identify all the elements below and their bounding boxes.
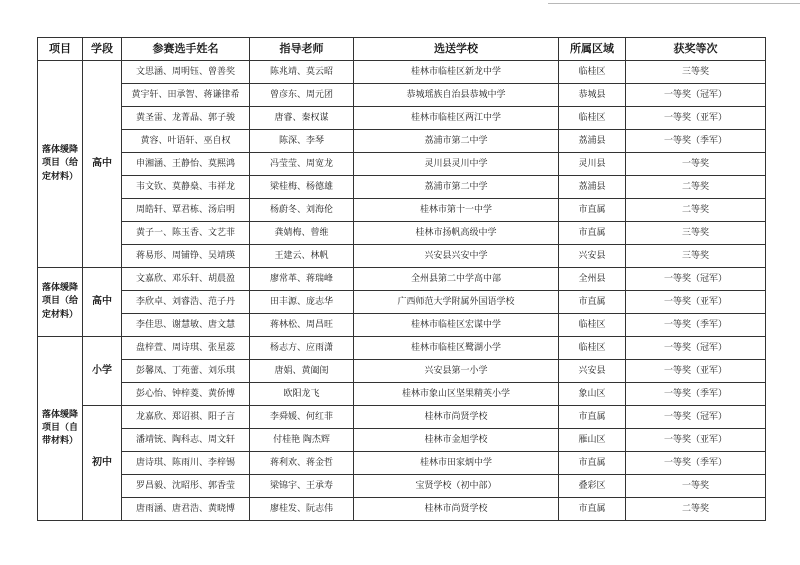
project-cell: 落体缓降项目（给定材料） <box>38 61 83 268</box>
award-cell: 一等奖（亚军） <box>626 107 766 130</box>
teachers-cell: 陈兆靖、莫云昭 <box>250 61 354 84</box>
award-cell: 二等奖 <box>626 498 766 521</box>
school-cell: 桂林市扬帆高级中学 <box>354 222 559 245</box>
school-cell: 桂林市临桂区宏谋中学 <box>354 314 559 337</box>
table-row <box>38 199 766 222</box>
award-cell: 一等奖（季军） <box>626 452 766 475</box>
students-cell: 彭馨凤、丁苑蕾、刘乐琪 <box>122 360 250 383</box>
region-cell: 市直属 <box>559 199 626 222</box>
region-cell: 临桂区 <box>559 61 626 84</box>
region-cell: 恭城县 <box>559 84 626 107</box>
project-cell: 落体缓降项目（给定材料） <box>38 268 83 337</box>
students-cell: 罗昌毅、沈昭彤、郭香莹 <box>122 475 250 498</box>
school-cell: 灵川县灵川中学 <box>354 153 559 176</box>
teachers-cell: 欧阳龙飞 <box>250 383 354 406</box>
table-row <box>38 176 766 199</box>
table-header-row <box>38 38 766 61</box>
region-cell: 荔浦县 <box>559 176 626 199</box>
stage-cell: 初中 <box>83 406 122 521</box>
award-cell: 一等奖（冠军） <box>626 406 766 429</box>
award-cell: 一等奖（冠军） <box>626 337 766 360</box>
award-cell: 三等奖 <box>626 245 766 268</box>
teachers-cell: 梁锦宇、王承寿 <box>250 475 354 498</box>
school-cell: 桂林市临桂区新龙中学 <box>354 61 559 84</box>
teachers-cell: 王建云、林帆 <box>250 245 354 268</box>
teachers-cell: 冯莹莹、周宽龙 <box>250 153 354 176</box>
award-cell: 三等奖 <box>626 61 766 84</box>
teachers-cell: 蒋林松、周昌旺 <box>250 314 354 337</box>
students-cell: 周皓轩、覃君栋、汤启明 <box>122 199 250 222</box>
award-cell: 一等奖（冠军） <box>626 268 766 291</box>
header-award: 获奖等次 <box>626 38 766 61</box>
school-cell: 兴安县第一小学 <box>354 360 559 383</box>
students-cell: 李欣卓、刘睿浩、范子丹 <box>122 291 250 314</box>
region-cell: 叠彩区 <box>559 475 626 498</box>
teachers-cell: 杨志方、应雨潇 <box>250 337 354 360</box>
school-cell: 桂林市金旭学校 <box>354 429 559 452</box>
region-cell: 市直属 <box>559 452 626 475</box>
region-cell: 市直属 <box>559 222 626 245</box>
teachers-cell: 田丰源、庞志华 <box>250 291 354 314</box>
students-cell: 蒋易形、周铺铮、吴靖瑛 <box>122 245 250 268</box>
header-project: 项目 <box>38 38 83 61</box>
award-cell: 三等奖 <box>626 222 766 245</box>
stage-cell: 高中 <box>83 268 122 337</box>
region-cell: 雁山区 <box>559 429 626 452</box>
teachers-cell: 陈深、李琴 <box>250 130 354 153</box>
students-cell: 唐诗琪、陈雨川、李梓锡 <box>122 452 250 475</box>
region-cell: 临桂区 <box>559 337 626 360</box>
table-row <box>38 84 766 107</box>
table-row <box>38 452 766 475</box>
header-region: 所属区域 <box>559 38 626 61</box>
header-students: 参赛选手姓名 <box>122 38 250 61</box>
students-cell: 唐雨涵、唐君浩、黄晓博 <box>122 498 250 521</box>
students-cell: 盘梓萱、周诗琪、张星蕊 <box>122 337 250 360</box>
table-row <box>38 337 766 360</box>
award-cell: 一等奖（季军） <box>626 314 766 337</box>
region-cell: 临桂区 <box>559 314 626 337</box>
region-cell: 灵川县 <box>559 153 626 176</box>
students-cell: 黄容、叶语轩、巫自权 <box>122 130 250 153</box>
region-cell: 市直属 <box>559 498 626 521</box>
region-cell: 荔浦县 <box>559 130 626 153</box>
school-cell: 桂林市田家炳中学 <box>354 452 559 475</box>
students-cell: 李佳思、谢慧敏、唐文慧 <box>122 314 250 337</box>
school-cell: 广西师范大学附属外国语学校 <box>354 291 559 314</box>
header-teachers: 指导老师 <box>250 38 354 61</box>
students-cell: 申湘涵、王静怡、莫熙鸿 <box>122 153 250 176</box>
teachers-cell: 廖桂发、阮志伟 <box>250 498 354 521</box>
teachers-cell: 廖常革、蒋瑞峰 <box>250 268 354 291</box>
school-cell: 桂林市尚贤学校 <box>354 498 559 521</box>
header-stage: 学段 <box>83 38 122 61</box>
students-cell: 黄圣雷、龙菁晶、郭子骏 <box>122 107 250 130</box>
teachers-cell: 唐娟、黄阖闺 <box>250 360 354 383</box>
teachers-cell: 梁桂梅、杨德雄 <box>250 176 354 199</box>
teachers-cell: 龚婧梅、曾维 <box>250 222 354 245</box>
table-row <box>38 107 766 130</box>
students-cell: 文嘉欣、邓乐轩、胡晨盈 <box>122 268 250 291</box>
stage-cell: 小学 <box>83 337 122 406</box>
award-cell: 一等奖（冠军） <box>626 84 766 107</box>
school-cell: 桂林市尚贤学校 <box>354 406 559 429</box>
region-cell: 临桂区 <box>559 107 626 130</box>
table-row <box>38 429 766 452</box>
table-row <box>38 245 766 268</box>
table-row <box>38 383 766 406</box>
school-cell: 全州县第二中学高中部 <box>354 268 559 291</box>
teachers-cell: 李舜媛、何红菲 <box>250 406 354 429</box>
table-row <box>38 475 766 498</box>
students-cell: 彭心怡、钟梓菱、黄侨博 <box>122 383 250 406</box>
award-cell: 一等奖 <box>626 475 766 498</box>
region-cell: 兴安县 <box>559 360 626 383</box>
table-row <box>38 360 766 383</box>
award-cell: 一等奖 <box>626 153 766 176</box>
students-cell: 文思涵、周明钰、曾善奖 <box>122 61 250 84</box>
table-row <box>38 222 766 245</box>
table-row <box>38 61 766 84</box>
students-cell: 龙嘉欣、郑诏祺、阳子言 <box>122 406 250 429</box>
table-row <box>38 153 766 176</box>
school-cell: 兴安县兴安中学 <box>354 245 559 268</box>
award-cell: 一等奖（亚军） <box>626 429 766 452</box>
school-cell: 桂林市第十一中学 <box>354 199 559 222</box>
teachers-cell: 付桂艳 陶杰辉 <box>250 429 354 452</box>
award-results-table <box>37 37 766 521</box>
table-row <box>38 406 766 429</box>
award-cell: 一等奖（季军） <box>626 130 766 153</box>
teachers-cell: 曾彦东、周元团 <box>250 84 354 107</box>
award-cell: 二等奖 <box>626 176 766 199</box>
table-body <box>38 61 766 521</box>
teachers-cell: 杨蔚冬、刘海伦 <box>250 199 354 222</box>
award-cell: 一等奖（季军） <box>626 383 766 406</box>
school-cell: 荔浦市第二中学 <box>354 130 559 153</box>
school-cell: 恭城瑶族自治县恭城中学 <box>354 84 559 107</box>
award-cell: 一等奖（亚军） <box>626 291 766 314</box>
region-cell: 市直属 <box>559 406 626 429</box>
project-cell: 落体缓降项目（自带材料） <box>38 337 83 521</box>
teachers-cell: 唐睿、秦权谋 <box>250 107 354 130</box>
award-cell: 一等奖（亚军） <box>626 360 766 383</box>
top-divider-line <box>548 3 800 4</box>
table-row <box>38 498 766 521</box>
table-row <box>38 130 766 153</box>
teachers-cell: 蒋利欢、蒋金哲 <box>250 452 354 475</box>
students-cell: 潘靖铳、陶科志、周文轩 <box>122 429 250 452</box>
school-cell: 桂林市临桂区两江中学 <box>354 107 559 130</box>
region-cell: 象山区 <box>559 383 626 406</box>
region-cell: 市直属 <box>559 291 626 314</box>
students-cell: 韦文钦、莫静燊、韦祥龙 <box>122 176 250 199</box>
table-row <box>38 314 766 337</box>
school-cell: 桂林市临桂区鹭湖小学 <box>354 337 559 360</box>
students-cell: 黄宇轩、田承智、蒋谦律希 <box>122 84 250 107</box>
school-cell: 荔浦市第二中学 <box>354 176 559 199</box>
region-cell: 兴安县 <box>559 245 626 268</box>
table-row <box>38 291 766 314</box>
table-row <box>38 268 766 291</box>
award-cell: 二等奖 <box>626 199 766 222</box>
header-school: 选送学校 <box>354 38 559 61</box>
stage-cell: 高中 <box>83 61 122 268</box>
students-cell: 黄子一、陈玉香、文艺菲 <box>122 222 250 245</box>
school-cell: 宝贤学校（初中部） <box>354 475 559 498</box>
school-cell: 桂林市象山区坚果精英小学 <box>354 383 559 406</box>
region-cell: 全州县 <box>559 268 626 291</box>
